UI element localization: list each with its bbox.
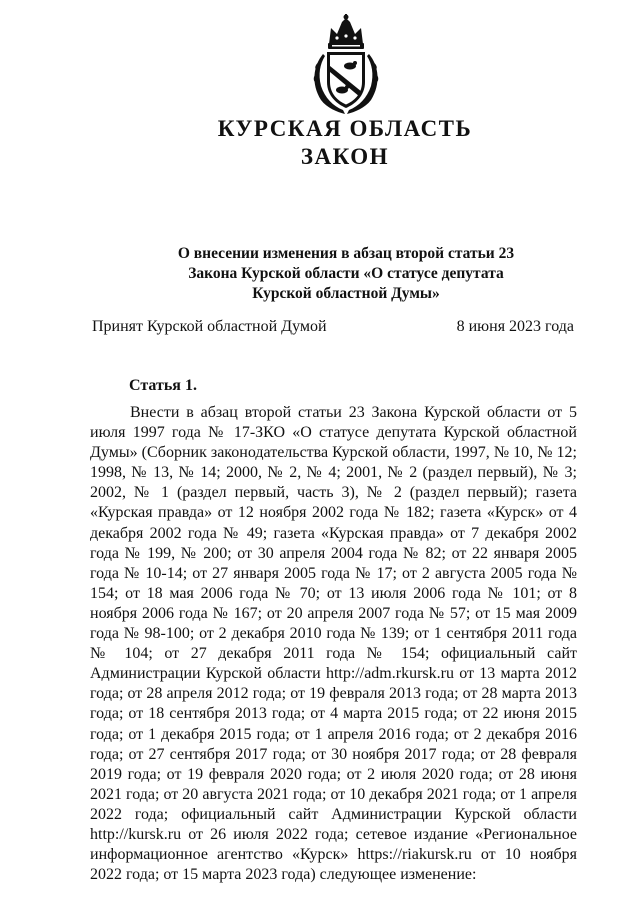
law-subject-line: Курской областной Думы»: [252, 285, 440, 302]
law-subject-line: Закона Курской области «О статусе депутата: [188, 265, 504, 282]
law-subject-line: О внесении изменения в абзац второй статьи 23: [177, 245, 515, 262]
article-body-text: Внести в абзац второй статьи 23 Закона Курской области от 5 июля 1997 года № 17-ЗКО «О статусе депутата Курской областной Думы» (Сборник законодательства Курской области, 1997, № 10, № 12; 1998, № 13, № 14; 2000, № 2, № 4; 2001, № 2 (раздел первый), № 3; 2002, № 1 (раздел первый, часть 3), № 2 (раздел первый); газета «Курская правда» от 12 ноября 2002 года № 182; газета «Курск» от 4 декабря 2002 года № 49; газета «Курская правда» от 7 декабря 2002 года № 199, № 200; от 30 апреля 2004 года № 82; от 22 января 2005 года № 10-14; от 27 января 2005 года № 17; от 2 августа 2005 года № 154; от 18 мая 2006 года № 70; от 13 июля 2006 года № 101; от 8 ноября 2006 года № 167; от 20 апреля 2007 года № 57; от 15 мая 2009 года № 98-100; от 2 декабря 2010 года № 139; от 1 сентября 2011 года № 104; от 27 декабря 2011 года № 154; официальный сайт Администрации Курской области http://adm.rkursk.ru от 13 марта 2012 года; от 28 апреля 2012 года; от 19 февраля 2013 года; от 28 марта 2013 года; от 18 сентября 2013 года; от 4 марта 2015 года; от 22 июня 2015 года; от 1 декабря 2015 года; от 1 апреля 2016 года; от 2 декабря 2016 года; от 27 сентября 2017 года; от 30 ноября 2017 года; от 28 февраля 2019 года; от 19 февраля 2020 года; от 2 июля 2020 года; от 28 июня 2021 года; от 20 августа 2021 года; от 10 декабря 2021 года; от 1 апреля 2022 года; официальный сайт Администрации Курской области http://kursk.ru от 26 июля 2022 года; сетевое издание «Региональное информационное агентство «Курск» https://riakursk.ru от 10 ноября 2022 года; от 15 марта 2023 года) следующее изменение:: [90, 404, 577, 884]
region-title: КУРСКАЯ ОБЛАСТЬ: [217, 116, 473, 141]
article-heading: Статья 1.: [129, 377, 197, 394]
adoption-label: Принят Курской областной Думой: [92, 318, 327, 335]
document-type-title: ЗАКОН: [300, 144, 390, 169]
adoption-date: 8 июня 2023 года: [456, 318, 574, 335]
kursk-coat-of-arms-icon: [309, 14, 383, 116]
law-subject: [130, 244, 562, 304]
adoption-line: [92, 318, 574, 336]
